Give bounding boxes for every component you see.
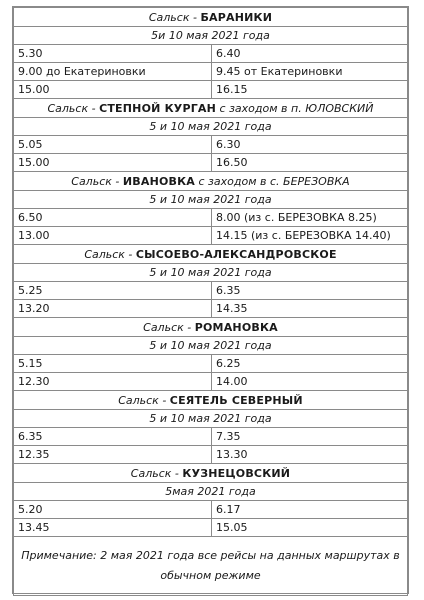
route-date: 5 и 10 мая 2021 года bbox=[14, 118, 408, 136]
departure-time: 5.25 bbox=[14, 282, 212, 300]
route-title bbox=[14, 391, 408, 410]
departure-time: 13.45 bbox=[14, 519, 212, 537]
time-row bbox=[14, 446, 408, 464]
route-title bbox=[14, 245, 408, 264]
return-time: 14.35 bbox=[212, 300, 408, 318]
return-time: 14.00 bbox=[212, 373, 408, 391]
route-date: 5 и 10 мая 2021 года bbox=[14, 264, 408, 282]
schedule-document bbox=[12, 6, 409, 594]
time-row bbox=[14, 45, 408, 63]
schedule-body bbox=[14, 8, 408, 596]
route-suffix: с заходом в с. БЕРЕЗОВКА bbox=[195, 174, 350, 188]
route-origin: Сальск - bbox=[130, 466, 183, 480]
route-date-row bbox=[14, 264, 408, 282]
route-origin: Сальск - bbox=[71, 174, 123, 188]
route-date-row bbox=[14, 191, 408, 209]
route-origin: Сальск - bbox=[148, 10, 201, 24]
time-row bbox=[14, 63, 408, 81]
route-title bbox=[14, 99, 408, 118]
return-time: 7.35 bbox=[212, 428, 408, 446]
time-row bbox=[14, 501, 408, 519]
route-suffix: с заходом в п. ЮЛОВСКИЙ bbox=[216, 101, 374, 115]
departure-time: 13.20 bbox=[14, 300, 212, 318]
time-row bbox=[14, 355, 408, 373]
time-row bbox=[14, 81, 408, 99]
return-time: 16.15 bbox=[212, 81, 408, 99]
route-date-row bbox=[14, 410, 408, 428]
time-row bbox=[14, 154, 408, 172]
time-row bbox=[14, 373, 408, 391]
route-origin: Сальск - bbox=[118, 393, 170, 407]
route-origin: Сальск - bbox=[84, 247, 136, 261]
time-row bbox=[14, 209, 408, 227]
route-title bbox=[14, 8, 408, 27]
route-header-row bbox=[14, 318, 408, 337]
return-time: 6.17 bbox=[212, 501, 408, 519]
route-destination: ИВАНОВКА bbox=[122, 174, 196, 188]
route-date-row bbox=[14, 337, 408, 355]
route-header-row bbox=[14, 245, 408, 264]
route-header-row bbox=[14, 8, 408, 27]
route-date-row bbox=[14, 483, 408, 501]
route-date: 5 и 10 мая 2021 года bbox=[14, 337, 408, 355]
route-date: 5и 10 мая 2021 года bbox=[14, 27, 408, 45]
departure-time: 6.35 bbox=[14, 428, 212, 446]
route-header-row bbox=[14, 391, 408, 410]
route-date: 5 и 10 мая 2021 года bbox=[14, 191, 408, 209]
time-row bbox=[14, 519, 408, 537]
route-destination: СТЕПНОЙ КУРГАН bbox=[99, 101, 217, 115]
schedule-note: Примечание: 2 мая 2021 года все рейсы на данных маршрутах в обычном режиме bbox=[14, 537, 408, 596]
return-time: 15.05 bbox=[212, 519, 408, 537]
return-time: 6.30 bbox=[212, 136, 408, 154]
departure-time: 5.15 bbox=[14, 355, 212, 373]
route-date-row bbox=[14, 118, 408, 136]
route-title bbox=[14, 318, 408, 337]
time-row bbox=[14, 282, 408, 300]
departure-time: 12.35 bbox=[14, 446, 212, 464]
departure-time: 5.30 bbox=[14, 45, 212, 63]
route-destination: БАРАНИКИ bbox=[200, 10, 273, 24]
return-time: 13.30 bbox=[212, 446, 408, 464]
route-origin: Сальск - bbox=[47, 101, 100, 115]
return-time: 8.00 (из с. БЕРЕЗОВКА 8.25) bbox=[212, 209, 408, 227]
departure-time: 15.00 bbox=[14, 81, 212, 99]
departure-time: 5.05 bbox=[14, 136, 212, 154]
note-row bbox=[14, 537, 408, 596]
departure-time: 6.50 bbox=[14, 209, 212, 227]
route-date-row bbox=[14, 27, 408, 45]
return-time: 16.50 bbox=[212, 154, 408, 172]
departure-time: 13.00 bbox=[14, 227, 212, 245]
route-destination: РОМАНОВКА bbox=[194, 320, 278, 334]
time-row bbox=[14, 136, 408, 154]
route-date: 5мая 2021 года bbox=[14, 483, 408, 501]
route-header-row bbox=[14, 464, 408, 483]
route-title bbox=[14, 172, 408, 191]
schedule-table bbox=[13, 7, 408, 596]
return-time: 14.15 (из с. БЕРЕЗОВКА 14.40) bbox=[212, 227, 408, 245]
route-date: 5 и 10 мая 2021 года bbox=[14, 410, 408, 428]
time-row bbox=[14, 300, 408, 318]
departure-time: 5.20 bbox=[14, 501, 212, 519]
departure-time: 12.30 bbox=[14, 373, 212, 391]
route-destination: СЫСОЕВО-АЛЕКСАНДРОВСКОЕ bbox=[135, 247, 337, 261]
departure-time: 9.00 до Екатериновки bbox=[14, 63, 212, 81]
departure-time: 15.00 bbox=[14, 154, 212, 172]
route-title bbox=[14, 464, 408, 483]
return-time: 6.40 bbox=[212, 45, 408, 63]
time-row bbox=[14, 227, 408, 245]
route-header-row bbox=[14, 99, 408, 118]
route-destination: СЕЯТЕЛЬ СЕВЕРНЫЙ bbox=[169, 393, 303, 407]
return-time: 9.45 от Екатериновки bbox=[212, 63, 408, 81]
return-time: 6.25 bbox=[212, 355, 408, 373]
route-header-row bbox=[14, 172, 408, 191]
return-time: 6.35 bbox=[212, 282, 408, 300]
route-destination: КУЗНЕЦОВСКИЙ bbox=[182, 466, 291, 480]
route-origin: Сальск - bbox=[143, 320, 195, 334]
time-row bbox=[14, 428, 408, 446]
